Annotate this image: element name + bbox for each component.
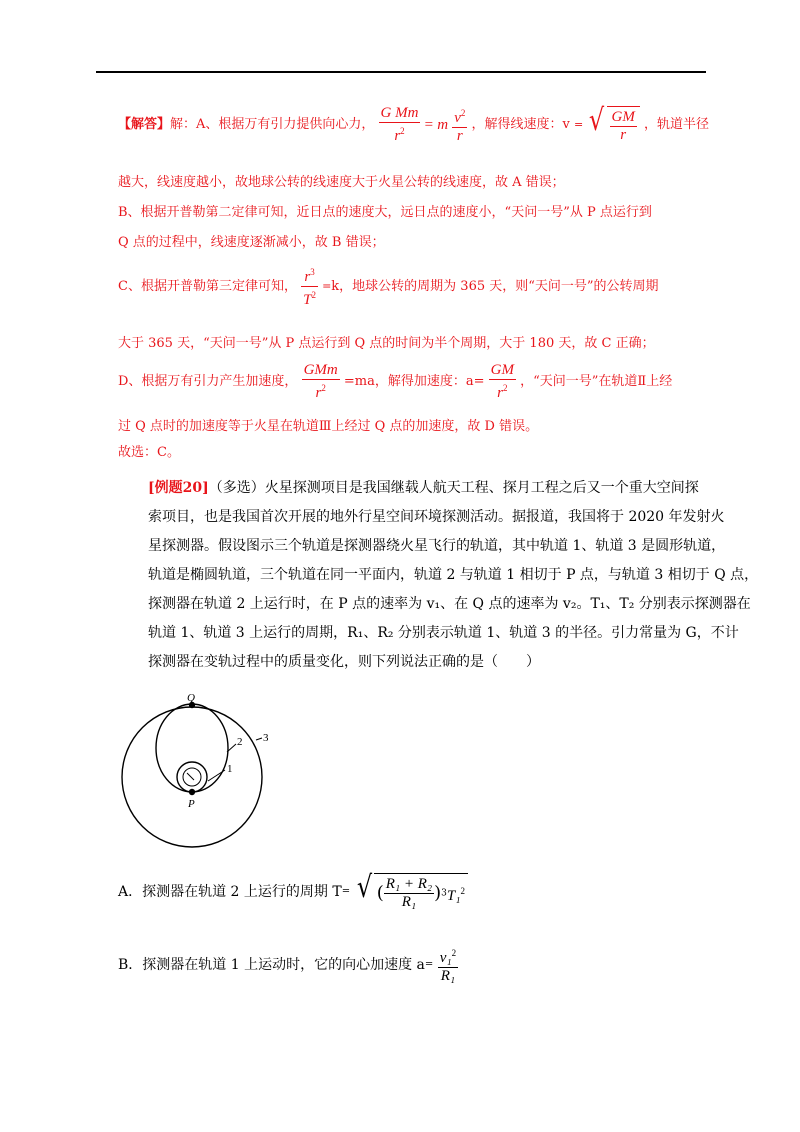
- example-line-2: 索项目，也是我国首次开展的地外行星空间环境探测活动。据报道，我国将于 2020 年发射火: [148, 509, 725, 525]
- example-line-7: 探测器在变轨过程中的质量变化，则下列说法正确的是（ ）: [148, 654, 540, 670]
- mars-body: [183, 768, 201, 786]
- answer-line-4: Q 点的过程中，线速度逐渐减小，故 B 错误；: [118, 235, 385, 250]
- point-p: [189, 789, 195, 795]
- force-fraction: $\frac{\text{GMm}}{r^2}$: [303, 362, 338, 401]
- label-q: Q: [187, 692, 195, 704]
- orbit-diagram: [110, 690, 290, 850]
- velocity-fraction: $\frac{v^2}{r}$: [452, 105, 467, 145]
- label-2: 2: [237, 736, 243, 748]
- orbit-1-circle: [177, 762, 207, 792]
- example-line-4: 轨道是椭圆轨道，三个轨道在同一平面内，轨道 2 与轨道 1 相切于 P 点，与轨道 3 相切于 Q 点，: [148, 567, 759, 583]
- example-label: [例题20]: [148, 480, 209, 496]
- answer-line-2: 越大，线速度越小，故地球公转的线速度大于火星公转的线速度，故 A 错误；: [118, 175, 565, 190]
- label-p: P: [188, 798, 195, 810]
- answer-line-5: C、根据开普勒第三定律可知， $\frac{r^3}{T^2}$ =k，地球公转的周期为 365 天，则“天问一号”的公转周期: [118, 264, 659, 304]
- label-3: 3: [263, 732, 269, 744]
- option-b-formula: $\frac{v_1^2}{\text{R₁}}$: [438, 945, 458, 985]
- option-a: A．探测器在轨道 2 上运行的周期 T= √ ( $\frac{\text{R₁ + R₂}}{\text{R₁}}$ )3T₁$^2$: [118, 873, 468, 917]
- answer-line-7: D、根据万有引力产生加速度， $\frac{\text{GMm}}{r^2}$ =ma，解得加速度：a= $\frac{GM}{r^2}$ ，“天问一号”在轨道Ⅱ上经: [118, 362, 673, 401]
- kepler-fraction: $\frac{r^3}{T^2}$: [301, 264, 318, 309]
- orbit-2-ellipse: [156, 704, 228, 792]
- option-a-formula: √ ( $\frac{\text{R₁ + R₂}}{\text{R₁}}$ )3T₁$^2$: [355, 873, 468, 911]
- answer-conclusion: 故选：C。: [118, 445, 180, 460]
- header-rule: [96, 71, 706, 73]
- gravity-fraction: $\frac{\text{G Mm}}{r^2}$: [380, 105, 419, 144]
- answer-line-6: 大于 365 天，“天问一号”从 P 点运行到 Q 点的时间为半个周期，大于 180 天，故 C 正确；: [118, 336, 655, 351]
- answer-line-3: B、根据开普勒第二定律可知，近日点的速度大，远日点的速度小，“天问一号”从 P 点运行到: [118, 205, 652, 220]
- example-line-5: 探测器在轨道 2 上运行时，在 P 点的速率为 v₁、在 Q 点的速率为 v₂。T₁、T₂ 分别表示探测器在: [148, 596, 751, 612]
- accel-fraction: $\frac{GM}{r^2}$: [490, 362, 514, 401]
- mars-mark: [187, 773, 194, 780]
- answer-line-8: 过 Q 点时的加速度等于火星在轨道Ⅲ上经过 Q 点的加速度，故 D 错误。: [118, 419, 539, 434]
- leader-3: [256, 738, 262, 740]
- option-b: B．探测器在轨道 1 上运动时，它的向心加速度 a= $\frac{v_1^2}{\text{R₁}}$: [118, 945, 458, 989]
- sqrt-gm-over-r: √ $\frac{GM}{r}$: [587, 106, 639, 144]
- example-line-6: 轨道 1、轨道 3 上运行的周期，R₁、R₂ 分别表示轨道 1、轨道 3 的半径。引力常量为 G，不计: [148, 625, 739, 641]
- orbit-3-circle: [122, 707, 262, 847]
- answer-tag: 【解答】: [118, 117, 171, 132]
- answer-line-1: 【解答】解：A、根据万有引力提供向心力， $\frac{\text{G Mm}}{r^2}$ = m $\frac{v^2}{r}$ ，解得线速度：v = √ $\frac{GM}{r}$ ，轨道半径: [118, 103, 709, 144]
- example-line-3: 星探测器。假设图示三个轨道是探测器绕火星飞行的轨道，其中轨道 1、轨道 3 是圆形轨道，: [148, 538, 726, 554]
- label-1: 1: [227, 763, 233, 775]
- example-line-1: [例题20]（多选）火星探测项目是我国继载人航天工程、探月工程之后又一个重大空间探: [148, 480, 699, 496]
